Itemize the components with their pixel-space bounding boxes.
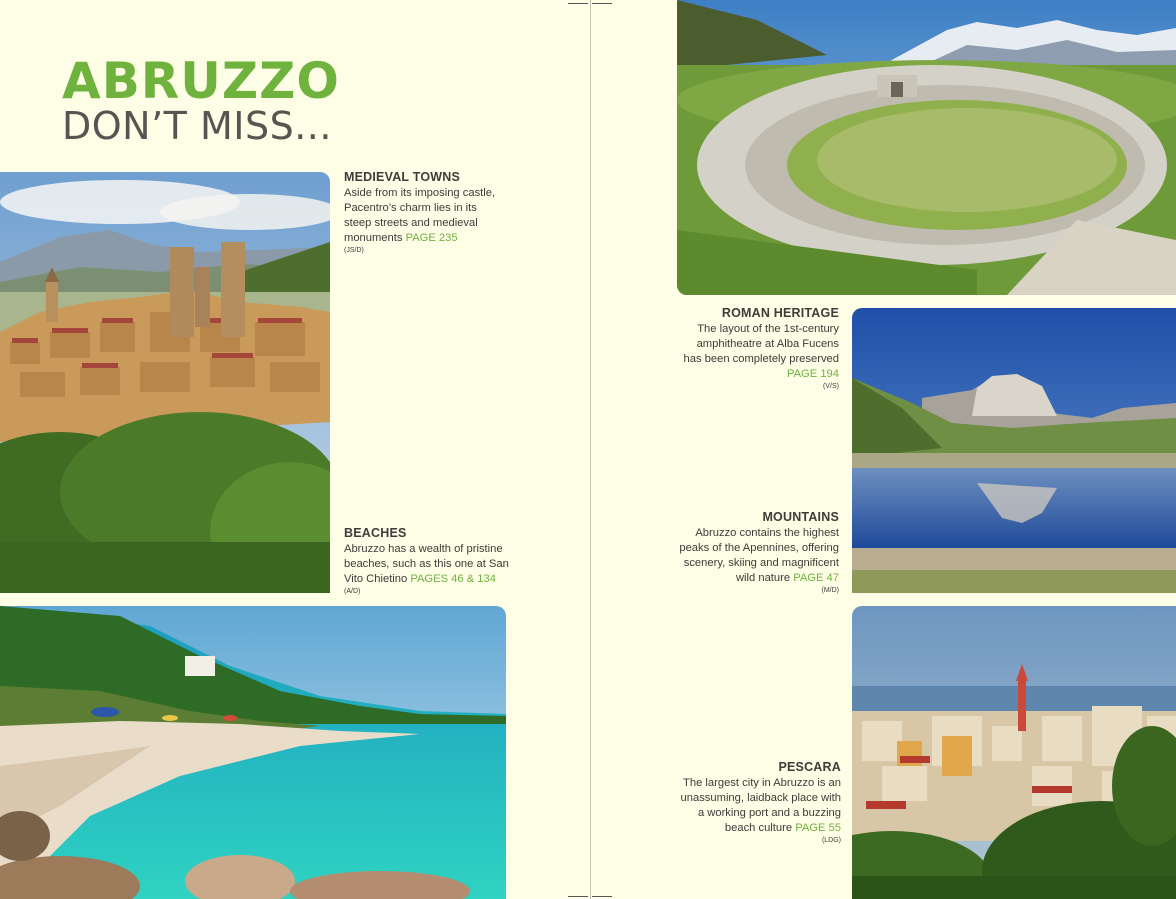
photo-credit: (LDG) [821, 837, 841, 844]
page-ref-link[interactable]: PAGE 55 [795, 822, 841, 834]
caption-body: The layout of the 1st-century amphitheatre at Alba Fucens has been completely preserved [683, 323, 839, 365]
amphitheatre-photo [677, 0, 1176, 295]
crop-mark [592, 896, 612, 897]
caption-mountains [679, 510, 839, 595]
caption-body: Aside from its imposing castle, Pacentro’s charm lies in its steep streets and medieval monuments [344, 187, 496, 244]
hilltop-town-photo [0, 172, 330, 593]
beach-photo [0, 606, 506, 899]
caption-title: MEDIEVAL TOWNS [344, 170, 461, 184]
photo-credit: (V/S) [823, 383, 839, 390]
caption-beaches [344, 526, 509, 596]
crop-mark [568, 896, 588, 897]
page-ref-link[interactable]: PAGE 194 [786, 368, 839, 380]
gutter-line [590, 0, 591, 899]
photo-credit: (M/D) [821, 587, 839, 594]
caption-medieval-towns [344, 170, 504, 255]
crop-mark [568, 3, 588, 4]
caption-body: The largest city in Abruzzo is an unassuming, laidback place with a working port and a buzzing beach culture [680, 777, 841, 834]
crop-mark [592, 3, 612, 4]
caption-title: BEACHES [344, 526, 407, 540]
caption-roman-heritage [679, 306, 839, 391]
photo-credit: (A/D) [344, 588, 361, 595]
caption-title: PESCARA [778, 760, 841, 774]
page-ref-link[interactable]: PAGE 235 [405, 232, 458, 244]
caption-pescara [679, 760, 841, 845]
photo-credit: (JS/D) [344, 247, 364, 254]
page-ref-link[interactable]: PAGES 46 & 134 [410, 573, 496, 585]
page-subtitle: DON’T MISS... [62, 104, 332, 148]
pescara-city-photo [852, 606, 1176, 899]
mountain-lake-photo [852, 308, 1176, 593]
page-title: ABRUZZO [62, 52, 340, 110]
caption-title: ROMAN HERITAGE [721, 306, 839, 320]
caption-title: MOUNTAINS [762, 510, 839, 524]
caption-body: Abruzzo has a wealth of pristine beaches, such as this one at San Vito Chietino [344, 543, 509, 585]
page-ref-link[interactable]: PAGE 47 [793, 572, 839, 584]
caption-body: Abruzzo contains the highest peaks of the Apennines, offering scenery, skiing and magnificent wild nature [679, 527, 839, 584]
